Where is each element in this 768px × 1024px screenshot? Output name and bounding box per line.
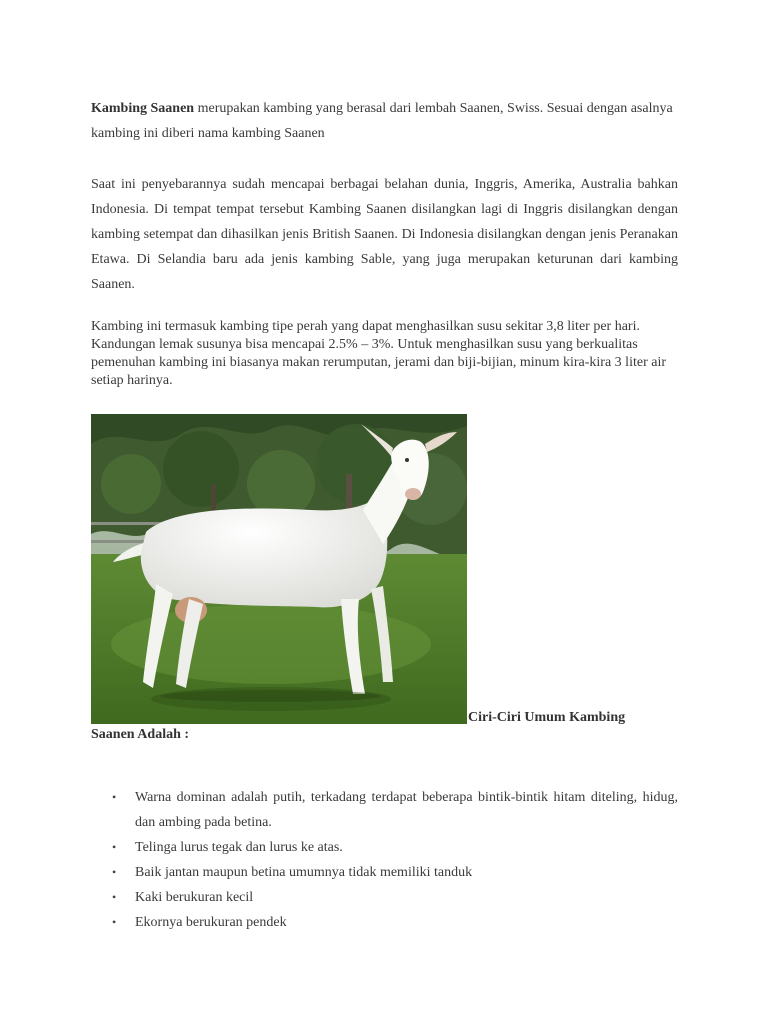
list-item: • Baik jantan maupun betina umumnya tidak memiliki tanduk xyxy=(91,860,678,885)
distribution-paragraph: Saat ini penyebarannya sudah mencapai berbagai belahan dunia, Inggris, Amerika, Australia bahkan Indonesia. Di tempat tempat tersebut Kambing Saanen disilangkan lagi di Inggris disilangkan dengan kambing setempat dan dihasilkan jenis British Saanen. Di Indonesia disilangkan dengan jenis Peranakan Etawa. Di Selandia baru ada jenis kambing Sable, yang juga merupakan keturunan dari kambing Saanen. xyxy=(91,177,678,292)
intro-paragraph xyxy=(91,96,678,146)
list-item: • Kaki berukuran kecil xyxy=(91,885,678,910)
milk-paragraph: Kambing ini termasuk kambing tipe perah yang dapat menghasilkan susu sekitar 3,8 liter per hari. Kandungan lemak susunya bisa mencapai 2.5% – 3%. Untuk menghasilkan susu yang berkualitas pemenuhan kambing ini biasanya makan rerumputan, jerami dan biji-bijian, minum kira-kira 3 liter air setiap harinya. xyxy=(91,319,666,388)
list-item: • Telinga lurus tegak dan lurus ke atas. xyxy=(91,835,678,860)
document-page xyxy=(91,96,678,935)
intro-bold-term: Kambing Saanen xyxy=(91,101,195,116)
intro-text: merupakan kambing yang berasal dari lembah Saanen, Swiss. Sesuai dengan asalnya kambing ini diberi nama kambing Saanen xyxy=(91,101,673,141)
figure-row xyxy=(91,414,678,724)
saanen-goat-photo xyxy=(91,414,467,724)
characteristics-list xyxy=(91,785,678,935)
characteristics-heading-part1: Ciri-Ciri Umum Kambing xyxy=(468,710,626,725)
list-item: • Warna dominan adalah putih, terkadang terdapat beberapa bintik-bintik hitam diteling, hidug, dan ambing pada betina. xyxy=(91,785,678,835)
characteristics-heading-part2: Saanen Adalah : xyxy=(91,727,190,742)
list-item: • Ekornya berukuran pendek xyxy=(91,910,678,935)
